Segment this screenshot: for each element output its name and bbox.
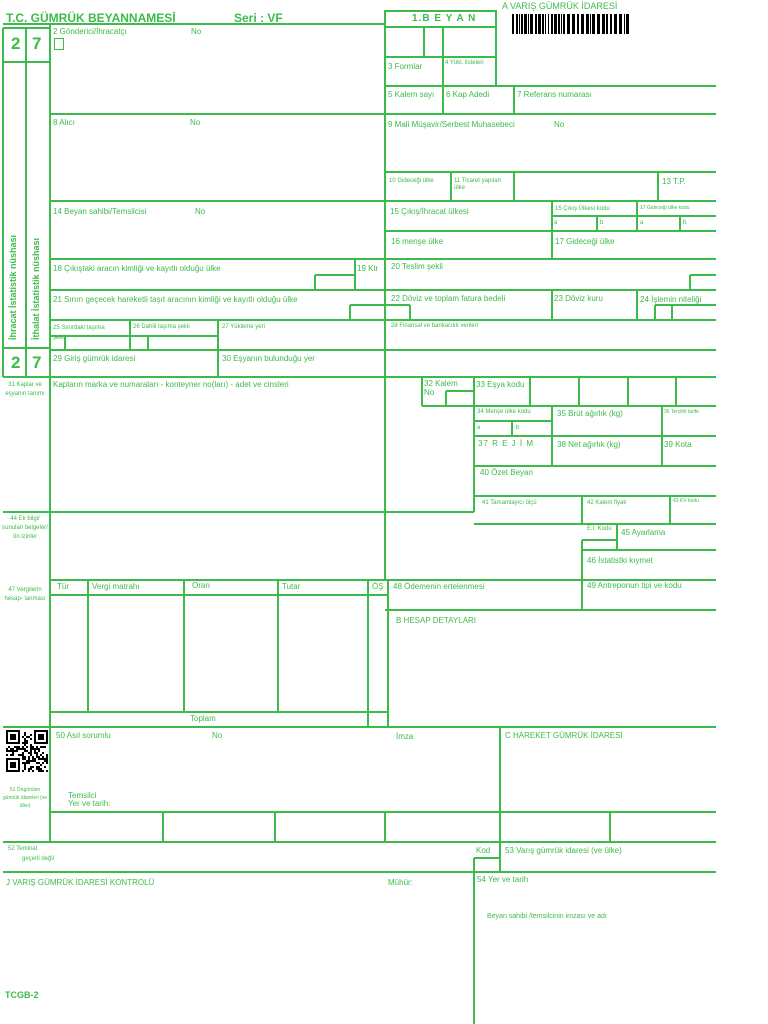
field-32-label: 32 Kalem No — [424, 379, 458, 397]
field-25-label: 25 Sınırdaki taşıma şekli — [53, 325, 105, 341]
qr-cell — [22, 762, 24, 764]
field-20-label: 20 Teslim şekli — [391, 262, 443, 271]
field-17-code-label: 17 Gideceği ülke kodu — [640, 205, 690, 211]
field-35-label: 35 Brüt ağırlık (kg) — [557, 409, 623, 418]
barcode-bar — [535, 14, 537, 34]
qr-cell — [44, 758, 46, 760]
field-46-label: 46 İstatistki kıymet — [587, 556, 653, 565]
field-52-code-label: Kod — [476, 846, 491, 855]
form-title: T.C. GÜMRÜK BEYANNAMESİ — [6, 11, 176, 25]
qr-cell — [40, 754, 42, 756]
field-27-label: 27 Yükleme yeri — [222, 324, 265, 330]
qr-cell — [10, 754, 12, 756]
qr-cell — [10, 734, 16, 740]
qr-cell — [6, 730, 20, 732]
qr-cell — [26, 750, 28, 752]
field-17-label: 17 Gideceği ülke — [555, 237, 615, 246]
qr-cell — [14, 750, 16, 752]
barcode-image — [512, 14, 632, 34]
qr-cell — [26, 746, 28, 748]
qr-cell — [10, 762, 16, 768]
field-37-label: 37 R E J İ M — [478, 439, 535, 448]
field-14-label: 14 Beyan sahibi/Temsilcisi — [53, 207, 147, 216]
field-9-no: No — [554, 120, 565, 129]
signature-label: İmza — [396, 732, 414, 741]
barcode-bar — [572, 14, 575, 34]
qr-cell — [38, 756, 40, 758]
field-8-no: No — [190, 118, 201, 127]
barcode-bar — [567, 14, 570, 34]
qr-cell — [16, 750, 18, 752]
qr-cell — [24, 762, 26, 764]
field-26-label: 26 Dahili taşıma şekli — [133, 324, 190, 330]
qr-cell — [38, 734, 44, 740]
field-11-label: 11 Ticaret yapılan ülke — [454, 178, 501, 191]
barcode-bar — [590, 14, 591, 34]
qr-cell — [34, 730, 48, 732]
qr-cell — [22, 752, 24, 754]
qr-cell — [26, 760, 28, 762]
qr-cell — [6, 748, 8, 750]
qr-cell — [24, 734, 26, 736]
field-52-label: 52 Teminat — [8, 846, 38, 852]
qr-cell — [24, 758, 26, 760]
field-41-label: 41 Tamamlayıcı ölçü — [482, 500, 537, 506]
field-51-label: 51 Öngörülen gümrük idareleri (ve ülke) — [2, 787, 48, 809]
qr-cell — [30, 748, 32, 750]
qr-cell — [28, 756, 30, 758]
qr-cell — [36, 746, 38, 748]
destination-office-label: A VARIŞ GÜMRÜK İDARESİ — [502, 1, 618, 11]
field-24-label: 24 İşlemin niteliği — [640, 295, 702, 304]
qr-cell — [18, 748, 20, 750]
qr-cell — [32, 746, 34, 748]
qr-cell — [6, 730, 8, 744]
qr-cell — [38, 758, 40, 760]
qr-cell — [26, 736, 28, 738]
qr-cell — [26, 742, 28, 744]
departure-office-label: C HAREKET GÜMRÜK İDARESİ — [505, 731, 623, 740]
qr-cell — [22, 758, 24, 760]
qr-cell — [32, 756, 34, 758]
qr-cell — [34, 748, 36, 750]
barcode-bar — [512, 14, 514, 34]
qr-cell — [38, 768, 40, 770]
barcode-bar — [551, 14, 553, 34]
field-14-no: No — [195, 207, 206, 216]
qr-cell — [22, 748, 24, 750]
sub-label-a: a — [477, 425, 481, 431]
field-10-label: 10 Gideceği ülke — [389, 178, 434, 184]
beyan-label: 1.B E Y A N — [412, 13, 477, 24]
qr-cell — [6, 758, 20, 760]
destination-control-label: J VARIŞ GÜMRÜK İDARESİ KONTROLÜ — [6, 878, 155, 887]
qr-cell — [28, 762, 30, 764]
qr-cell — [12, 754, 14, 756]
field-30-label: 30 Eşyanın bulunduğu yer — [222, 354, 315, 363]
field-9-label: 9 Mali Müşavir/Serbest Muhasebeci — [388, 120, 515, 129]
checkbox[interactable] — [54, 38, 64, 50]
qr-cell — [30, 734, 32, 736]
field-42-label: 42 Kalem fiyatı — [587, 500, 627, 506]
qr-cell — [36, 762, 38, 764]
tax-rate-header: Oran — [192, 581, 210, 590]
qr-cell — [24, 740, 26, 742]
barcode-bar — [606, 14, 608, 34]
series-label: Seri : VF — [234, 11, 283, 25]
qr-cell — [46, 754, 48, 756]
barcode-bar — [548, 14, 549, 34]
barcode-bar — [626, 14, 629, 34]
qr-cell — [44, 746, 46, 748]
qr-cell — [36, 756, 38, 758]
qr-cell — [40, 764, 42, 766]
qr-cell — [32, 770, 34, 772]
qr-cell — [44, 760, 46, 762]
qr-cell — [24, 748, 26, 750]
field-3-label: 3 Formlar — [388, 62, 423, 71]
qr-cell — [42, 770, 44, 772]
qr-cell — [24, 756, 26, 758]
field-40-label: 40 Özet Beyan — [480, 468, 533, 477]
qr-cell — [8, 750, 10, 752]
field-52-sub-label: geçerli değil — [22, 856, 55, 862]
field-31-label: 31 Kaplar ve eşyanın tanımı — [5, 382, 45, 397]
qr-cell — [42, 758, 44, 760]
field-48-label: 48 Ödemenin ertelenmesi — [393, 582, 485, 591]
barcode-bar — [545, 14, 546, 34]
qr-cell — [36, 766, 38, 768]
qr-cell — [34, 758, 36, 760]
field-15-label: 15 Çıkış/İhracat ülkesi — [390, 207, 469, 216]
qr-cell — [22, 746, 24, 748]
qr-cell — [44, 766, 46, 768]
qr-cell — [38, 750, 40, 752]
qr-cell — [10, 748, 12, 750]
qr-cell — [26, 762, 28, 764]
field-49-label: 49 Antreponun tipi ve kodu — [587, 581, 682, 590]
qr-code-image — [6, 730, 48, 772]
sub-label-b: b — [516, 425, 520, 431]
qr-cell — [22, 742, 24, 744]
qr-cell — [34, 742, 48, 744]
barcode-bar — [538, 14, 541, 34]
copy-number: 2 — [11, 34, 21, 53]
qr-cell — [34, 750, 36, 752]
field-47-label: 47 Vergilerin hesap- lanması — [4, 587, 46, 602]
qr-cell — [46, 760, 48, 762]
qr-cell — [36, 752, 38, 754]
field-50-label: 50 Asıl sorumlu — [56, 731, 111, 740]
qr-cell — [34, 760, 36, 762]
field-15-code-label: 15 Çıkış Ülkesi kodu — [555, 206, 610, 212]
copy-number: 2 — [11, 353, 21, 372]
barcode-bar — [563, 14, 565, 34]
qr-cell — [22, 736, 24, 738]
qr-cell — [6, 770, 20, 772]
barcode-bar — [592, 14, 595, 34]
qr-cell — [30, 760, 32, 762]
qr-cell — [14, 746, 16, 748]
field-39-label: 39 Kota — [664, 440, 692, 449]
qr-cell — [34, 752, 36, 754]
field-31-description: Kapların marka ve numaraları - konteyner no(ları) - adet ve cinsleri — [53, 380, 289, 389]
qr-cell — [38, 770, 40, 772]
qr-cell — [30, 746, 32, 748]
barcode-bar — [619, 14, 622, 34]
tax-base-header: Vergi matrahı — [92, 582, 140, 591]
barcode-bar — [614, 14, 617, 34]
qr-cell — [36, 754, 38, 756]
qr-cell — [42, 762, 44, 764]
qr-cell — [12, 748, 14, 750]
field-21-label: 21 Sınırı geçecek hareketli taşıt aracının kimliği ve kayıtlı olduğu ülke — [53, 295, 298, 304]
field-36-label: 36 Tercihli tarife — [664, 409, 699, 415]
field-6-label: 6 Kap Adedi — [446, 90, 490, 99]
seal-label: Mühür: — [388, 878, 413, 887]
field-2-no: No — [191, 27, 202, 36]
field-22-label: 22 Döviz ve toplam fatura bedeli — [391, 294, 506, 303]
qr-cell — [46, 756, 48, 758]
qr-cell — [40, 758, 42, 760]
qr-cell — [46, 758, 48, 760]
barcode-bar — [528, 14, 529, 34]
representative-label: Temsilci — [68, 791, 97, 800]
field-18-label: 18 Çıkıştaki aracın kimliği ve kayıtlı olduğu ülke — [53, 264, 221, 273]
qr-cell — [24, 764, 26, 766]
barcode-bar — [602, 14, 605, 34]
qr-cell — [30, 754, 32, 756]
field-54-sub-label: Beyan sahibi /temsilcinin imzası ve adı — [487, 913, 607, 920]
payment-method-header: ÖŞ — [372, 582, 384, 591]
qr-cell — [30, 744, 32, 746]
qr-cell — [22, 770, 24, 772]
sub-label-a: a — [640, 220, 644, 226]
qr-cell — [22, 754, 24, 756]
qr-cell — [42, 746, 44, 748]
barcode-bar — [530, 14, 533, 34]
qr-cell — [24, 738, 26, 740]
qr-cell — [28, 752, 30, 754]
qr-cell — [30, 768, 32, 770]
field-23-label: 23 Döviz kuru — [554, 294, 603, 303]
qr-cell — [24, 744, 26, 746]
field-45-label: 45 Ayarlama — [621, 528, 666, 537]
sub-label-b: b — [683, 220, 687, 226]
qr-cell — [32, 766, 34, 768]
qr-cell — [24, 742, 26, 744]
field-16-label: 16 menşe ülke — [391, 237, 444, 246]
import-copy-vertical-label: İthalat İstatistik nüshası — [31, 237, 41, 340]
sub-label-b: b — [600, 220, 604, 226]
qr-cell — [30, 752, 32, 754]
qr-cell — [28, 770, 30, 772]
qr-cell — [22, 756, 24, 758]
qr-cell — [8, 746, 10, 748]
field-29-label: 29 Giriş gümrük idaresi — [53, 354, 136, 363]
qr-cell — [32, 748, 34, 750]
field-54-label: 54 Yer ve tarih — [477, 875, 529, 884]
qr-cell — [30, 766, 32, 768]
qr-cell — [18, 754, 20, 756]
field-43-label: 43 KV kodu — [673, 498, 699, 504]
qr-cell — [28, 736, 30, 738]
qr-cell — [30, 738, 32, 740]
qr-cell — [32, 760, 34, 762]
qr-cell — [16, 746, 18, 748]
field-44-code-label: E.İ. Kodu — [587, 526, 612, 532]
field-50-no: No — [212, 731, 223, 740]
qr-cell — [40, 768, 42, 770]
barcode-bar — [586, 14, 589, 34]
qr-cell — [32, 758, 34, 760]
qr-cell — [10, 750, 12, 752]
form-code: TCGB-2 — [5, 990, 39, 1000]
barcode-bar — [561, 14, 562, 34]
qr-cell — [34, 730, 36, 744]
tax-amount-header: Tutar — [282, 582, 301, 591]
qr-cell — [46, 770, 48, 772]
qr-cell — [20, 748, 22, 750]
qr-cell — [36, 768, 38, 770]
barcode-bar — [519, 14, 520, 34]
qr-cell — [40, 770, 42, 772]
qr-cell — [30, 750, 32, 752]
account-details-label: B HESAP DETAYLARI — [396, 616, 477, 625]
barcode-bar — [597, 14, 600, 34]
barcode-bar — [524, 14, 527, 34]
qr-cell — [26, 740, 28, 742]
qr-cell — [40, 746, 42, 748]
qr-cell — [24, 766, 26, 768]
qr-cell — [24, 732, 26, 734]
field-19-label: 19 Ktr — [357, 264, 379, 273]
qr-cell — [24, 768, 26, 770]
sub-label-a: a — [554, 220, 558, 226]
field-53-label: 53 Varış gümrük idaresi (ve ülke) — [505, 846, 622, 855]
field-34-label: 34 Menşe ülke kodu — [477, 409, 531, 415]
tax-total-label: Toplam — [190, 714, 216, 723]
barcode-bar — [558, 14, 560, 34]
field-2-label: 2 Gönderici/İhracatçı — [53, 27, 127, 36]
qr-cell — [20, 754, 22, 756]
barcode-bar — [521, 14, 523, 34]
qr-cell — [42, 756, 44, 758]
qr-cell — [6, 750, 8, 752]
barcode-bar — [542, 14, 544, 34]
copy-number: 7 — [32, 34, 42, 53]
qr-cell — [18, 758, 20, 772]
qr-cell — [28, 758, 30, 760]
qr-cell — [46, 730, 48, 744]
qr-cell — [6, 754, 8, 756]
copy-number: 7 — [32, 353, 42, 372]
qr-cell — [46, 762, 48, 764]
barcode-bar — [554, 14, 557, 34]
field-33-label: 33 Eşya kodu — [476, 380, 525, 389]
barcode-bar — [610, 14, 612, 34]
qr-cell — [12, 750, 14, 752]
qr-cell — [16, 748, 18, 750]
qr-cell — [36, 748, 38, 750]
barcode-bar — [516, 14, 518, 34]
qr-cell — [18, 746, 20, 748]
field-5-label: 5 Kalem sayı — [388, 90, 435, 99]
barcode-bar — [624, 14, 625, 34]
qr-cell — [38, 748, 40, 750]
qr-cell — [6, 742, 20, 744]
field-7-label: 7 Referans numarası — [517, 90, 592, 99]
qr-cell — [42, 752, 44, 754]
qr-cell — [38, 762, 40, 764]
field-28-label: 28 Finansal ve bankacılık verileri — [391, 323, 479, 329]
field-13-label: 13 T.P. — [662, 177, 686, 186]
tax-type-header: Tür — [57, 582, 69, 591]
qr-cell — [24, 750, 26, 752]
qr-cell — [28, 768, 30, 770]
field-38-label: 38 Net ağırlık (kg) — [557, 440, 621, 449]
barcode-bar — [581, 14, 584, 34]
field-44-label: 44 Ek bilgi/ sunulan belgeler/ ön izinler — [2, 516, 48, 540]
field-4-label: 4 Yükl. listeleri — [445, 60, 484, 66]
field-8-label: 8 Alıcı — [53, 118, 75, 127]
qr-cell — [6, 758, 8, 772]
qr-cell — [38, 766, 40, 768]
place-date-label: Yer ve tarih: — [68, 799, 111, 808]
qr-cell — [28, 760, 30, 762]
qr-cell — [12, 752, 14, 754]
export-copy-vertical-label: İhracat İstatistik nüshası — [8, 234, 18, 340]
qr-cell — [18, 730, 20, 744]
barcode-bar — [577, 14, 579, 34]
